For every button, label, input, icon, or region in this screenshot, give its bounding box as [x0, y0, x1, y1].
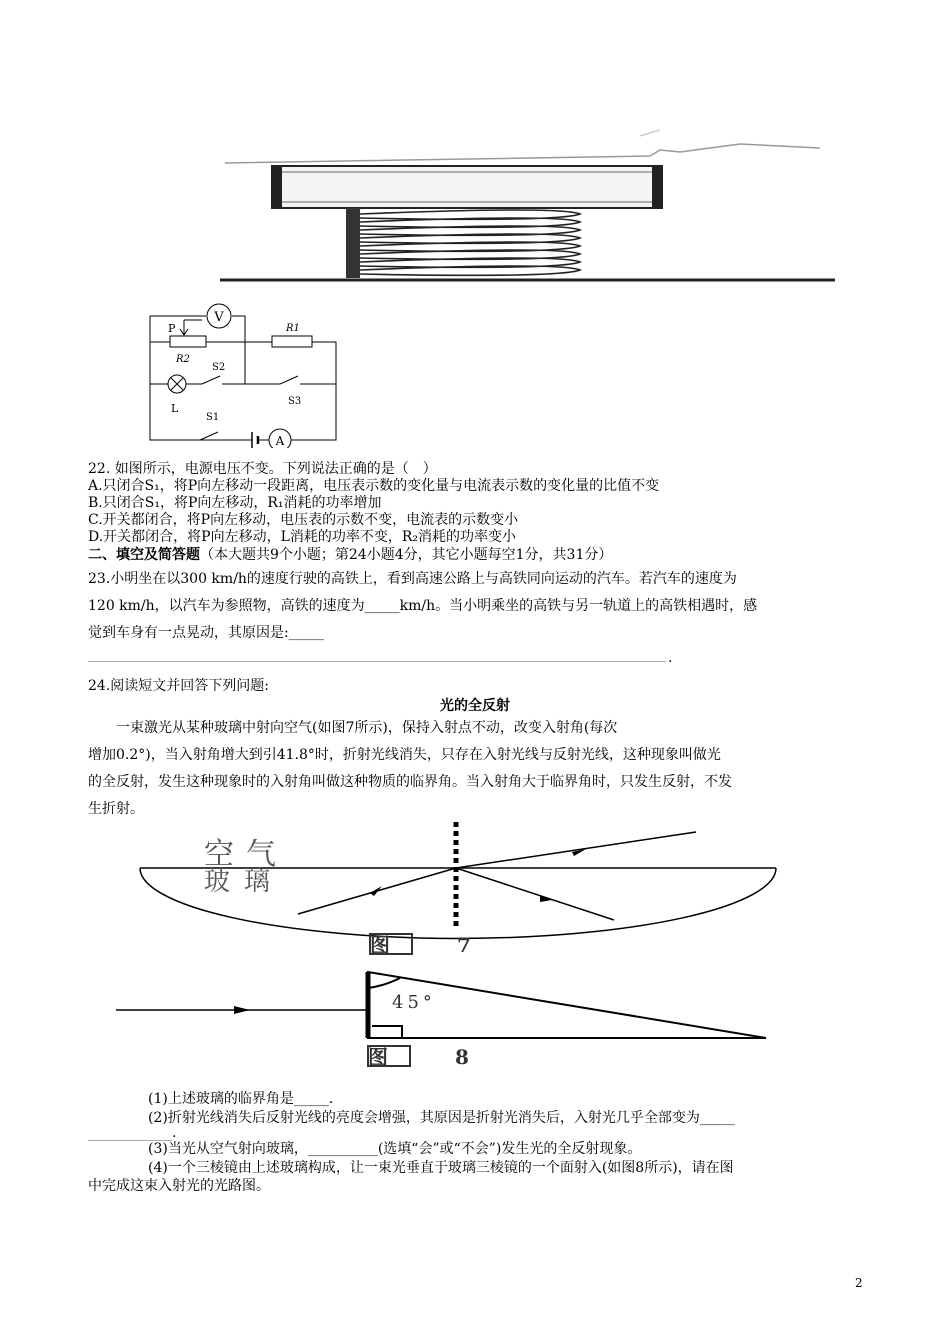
q24-sub1: (1)上述玻璃的临界角是_____. [148, 1091, 334, 1107]
page-number: 2 [855, 1276, 863, 1290]
slider-p-label: P [168, 322, 176, 335]
article-line2: 增加0.2°)，当入射角增大到引41.8°时，折射光线消失，只存在入射光线与反射光线，这种现象叫做光 [88, 747, 721, 763]
q24-sub4-line2: 中完成这束入射光的光路图。 [88, 1178, 270, 1194]
section2-heading [88, 546, 612, 564]
angle-label: 45° [392, 992, 436, 1013]
q24-sub4-line1: (4)一个三棱镜由上述玻璃构成，让一束光垂直于玻璃三棱镜的一个面射入(如图8所示)，请在图 [148, 1160, 734, 1176]
coil-figure [220, 128, 840, 290]
circuit-diagram [140, 298, 350, 448]
q22-option-c: C.开关都闭合，将P向左移动，电压表的示数不变，电流表的示数变小 [88, 512, 519, 528]
lamp-label: L [171, 402, 179, 415]
r1-label: R1 [286, 323, 300, 334]
q23-line2: 120 km/h，以汽车为参照物，高铁的速度为_____km/h。当小明乘坐的高铁与另一轨道上的高铁相遇时，感 [88, 598, 758, 614]
q22-stem: 22. 如图所示，电源电压不变。下列说法正确的是（ ） [88, 461, 437, 477]
s3-label: S3 [288, 396, 302, 407]
q24-sub2: (2)折射光线消失后反射光线的亮度会增强，其原因是折射光消失后，入射光几乎全部变为_____ [148, 1110, 735, 1126]
glass-label: 玻璃 [204, 867, 285, 897]
section2-note: （本大题共9个小题；第24小题4分，其它小题每空1分，共31分） [200, 547, 613, 563]
q23-line1: 23.小明坐在以300 km/h的速度行驶的高铁上，看到高速公路上与高铁同向运动的汽车。若汽车的速度为 [88, 571, 737, 587]
ammeter-label: A [275, 434, 285, 448]
article-title: 光的全反射 [440, 698, 510, 714]
section2-title: 二、填空及简答题 [88, 547, 200, 563]
q23-line3: 觉到车身有一点晃动，其原因是:_____ [88, 625, 324, 641]
article-line3: 的全反射，发生这种现象时的入射角叫做这种物质的临界角。当入射角大于临界角时，只发生反射，不发 [88, 774, 732, 790]
voltmeter-label: V [214, 310, 224, 325]
figure7-caption: 图 7 [370, 933, 501, 957]
figure-8 [110, 968, 790, 1072]
q22-option-b: B.只闭合S₁，将P向左移动，R₁消耗的功率增加 [88, 495, 382, 511]
air-label: 空气 [204, 837, 288, 872]
q24-intro: 24.阅读短文并回答下列问题: [88, 678, 269, 694]
q23-line4-end: . [668, 650, 673, 666]
q24-sub3: (3)当光从空气射向玻璃，__________(选填“会”或“不会”)发生光的全反射现象。 [148, 1141, 642, 1157]
s2-label: S2 [212, 362, 226, 373]
q22-option-d: D.开关都闭合，将P向左移动，L消耗的功率不变，R₂消耗的功率变小 [88, 529, 517, 545]
s1-label: S1 [206, 412, 220, 423]
r2-label: R2 [176, 354, 190, 365]
figure8-caption: 图 8 [368, 1045, 499, 1069]
q22-option-a: A.只闭合S₁，将P向左移动一段距离，电压表示数的变化量与电流表示数的变化量的比值不变 [88, 478, 660, 494]
q23-answer-blank [88, 661, 666, 662]
article-line1: 一束激光从某种玻璃中射向空气(如图7所示)，保持入射点不动，改变入射角(每次 [116, 720, 618, 736]
q24-sub2-end: . [172, 1125, 177, 1141]
figure-7 [120, 820, 800, 960]
article-line4: 生折射。 [88, 801, 144, 817]
